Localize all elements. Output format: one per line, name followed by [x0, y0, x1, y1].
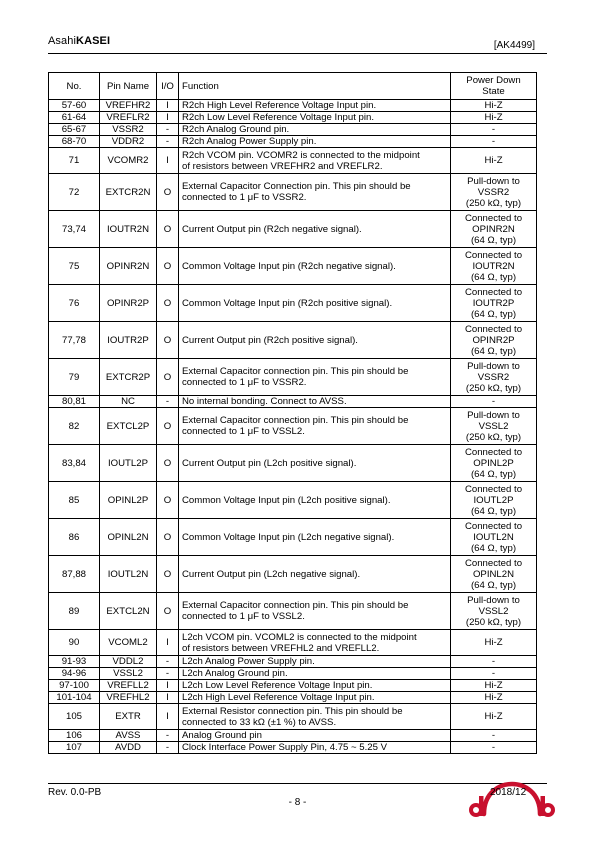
- pin-io-cell: I: [157, 100, 179, 112]
- power-down-text-line: Connected to: [464, 323, 523, 335]
- function-text-line: R2ch Analog Power Supply pin.: [182, 136, 317, 147]
- pin-name-cell: VDDR2: [100, 136, 157, 148]
- pin-function-cell: [179, 742, 451, 754]
- power-down-text-line: OPINR2P: [472, 334, 515, 346]
- pin-io-cell: I: [157, 704, 179, 730]
- table-row: [49, 285, 537, 322]
- power-down-text-line: Connected to: [464, 557, 523, 569]
- power-down-state-cell: [451, 248, 537, 285]
- power-down-state-cell: [451, 408, 537, 445]
- pin-function-cell: [179, 519, 451, 556]
- power-down-text-line: Connected to: [464, 446, 523, 458]
- power-down-state-cell: [451, 396, 537, 408]
- pin-name-cell: IOUTL2P: [100, 445, 157, 482]
- pin-function-cell: [179, 656, 451, 668]
- col-header-pin-name: Pin Name: [100, 73, 157, 100]
- pin-function-cell: [179, 680, 451, 692]
- pin-number-cell: 90: [49, 630, 100, 656]
- table-row: [49, 519, 537, 556]
- table-row: [49, 668, 537, 680]
- power-down-text-line: Connected to: [464, 483, 523, 495]
- function-text-line: of resistors between VREFHR2 and VREFLR2.: [182, 160, 383, 172]
- pin-number-cell: 68-70: [49, 136, 100, 148]
- pin-description-table: [48, 72, 537, 754]
- power-down-text-line: (250 kΩ, typ): [465, 431, 522, 443]
- pin-function-cell: [179, 211, 451, 248]
- function-text-line: External Capacitor connection pin. This pin should be: [182, 415, 409, 426]
- power-down-text-line: (64 Ω, typ): [470, 505, 517, 517]
- power-down-text-line: IOUTR2N: [472, 260, 515, 272]
- function-text-line: connected to 1 μF to VSSL2.: [182, 426, 305, 437]
- power-down-text-line: Pull-down to: [467, 175, 520, 187]
- brand-name-part2: KASEI: [76, 35, 111, 47]
- function-text-line: Current Output pin (R2ch negative signal).: [182, 223, 362, 235]
- function-text-line: R2ch Low Level Reference Voltage Input pin.: [182, 112, 375, 123]
- akm-logo-icon: [462, 778, 560, 818]
- pin-io-cell: O: [157, 248, 179, 285]
- col-header-io: I/O: [157, 73, 179, 100]
- pin-name-cell: OPINR2P: [100, 285, 157, 322]
- pin-function-cell: [179, 322, 451, 359]
- power-down-state-cell: [451, 630, 537, 656]
- power-down-state-cell: [451, 680, 537, 692]
- power-down-text-line: Hi-Z: [484, 711, 503, 722]
- table-row: [49, 174, 537, 211]
- pin-name-cell: VREFLR2: [100, 112, 157, 124]
- pin-io-cell: I: [157, 112, 179, 124]
- power-down-text-line: IOUTL2P: [473, 494, 514, 506]
- pin-number-cell: 57-60: [49, 100, 100, 112]
- pin-function-cell: [179, 285, 451, 322]
- power-down-text-line: Pull-down to: [467, 360, 520, 372]
- function-text-line: L2ch Low Level Reference Voltage Input pin.: [182, 680, 373, 691]
- function-text-line: R2ch Analog Ground pin.: [182, 124, 290, 135]
- power-down-text-line: -: [491, 668, 496, 679]
- function-text-line: connected to 1 μF to VSSR2.: [182, 377, 307, 388]
- power-down-state-cell: [451, 692, 537, 704]
- power-down-state-cell: [451, 112, 537, 124]
- revision-label: Rev. 0.0-PB: [48, 787, 102, 798]
- pin-io-cell: -: [157, 730, 179, 742]
- power-down-state-cell: [451, 148, 537, 174]
- function-text-line: L2ch Analog Ground pin.: [182, 668, 288, 679]
- function-text-line: connected to 33 kΩ (±1 %) to AVSS.: [182, 716, 337, 728]
- brand-name-part1: Asahi: [48, 35, 77, 47]
- function-text-line: No internal bonding. Connect to AVSS.: [182, 396, 347, 407]
- power-down-text-line: VSSL2: [478, 605, 509, 617]
- function-text-line: External Resistor connection pin. This pin should be: [182, 705, 403, 717]
- power-down-state-cell: [451, 174, 537, 211]
- pin-io-cell: O: [157, 174, 179, 211]
- pin-number-cell: 72: [49, 174, 100, 211]
- pin-number-cell: 101-104: [49, 692, 100, 704]
- power-down-text-line: OPINR2N: [472, 223, 515, 235]
- function-text-line: L2ch High Level Reference Voltage Input pin.: [182, 692, 375, 703]
- pin-number-cell: 75: [49, 248, 100, 285]
- pin-name-cell: VREFHL2: [100, 692, 157, 704]
- pin-name-cell: EXTCL2N: [100, 593, 157, 630]
- pin-function-cell: [179, 248, 451, 285]
- pin-io-cell: I: [157, 630, 179, 656]
- pin-name-cell: VREFHR2: [100, 100, 157, 112]
- table-row: [49, 704, 537, 730]
- pin-number-cell: 105: [49, 704, 100, 730]
- function-text-line: L2ch VCOM pin. VCOML2 is connected to the midpoint: [182, 631, 417, 643]
- pin-name-cell: EXTCR2N: [100, 174, 157, 211]
- pin-number-cell: 73,74: [49, 211, 100, 248]
- power-down-text-line: -: [491, 730, 496, 741]
- power-down-state-cell: [451, 136, 537, 148]
- pin-name-cell: EXTR: [100, 704, 157, 730]
- power-down-text-line: OPINL2P: [473, 457, 514, 469]
- pin-name-cell: VCOMR2: [100, 148, 157, 174]
- pin-number-cell: 71: [49, 148, 100, 174]
- table-row: [49, 359, 537, 396]
- power-down-text-line: Connected to: [464, 249, 523, 261]
- pin-io-cell: -: [157, 656, 179, 668]
- pin-name-cell: AVSS: [100, 730, 157, 742]
- pin-name-cell: VSSR2: [100, 124, 157, 136]
- power-down-text-line: IOUTL2N: [473, 531, 514, 543]
- function-text-line: connected to 1 μF to VSSR2.: [182, 192, 307, 203]
- pin-function-cell: [179, 482, 451, 519]
- pin-name-cell: AVDD: [100, 742, 157, 754]
- pin-function-cell: [179, 124, 451, 136]
- power-down-state-cell: [451, 124, 537, 136]
- table-row: [49, 680, 537, 692]
- table-row: [49, 445, 537, 482]
- pin-io-cell: O: [157, 359, 179, 396]
- pin-number-cell: 106: [49, 730, 100, 742]
- pin-io-cell: O: [157, 593, 179, 630]
- pin-function-cell: [179, 730, 451, 742]
- col-header-no: No.: [49, 73, 100, 100]
- table-row: [49, 630, 537, 656]
- power-down-state-cell: [451, 593, 537, 630]
- pin-io-cell: -: [157, 136, 179, 148]
- power-down-text-line: -: [491, 656, 496, 667]
- pin-name-cell: IOUTR2N: [100, 211, 157, 248]
- pin-function-cell: [179, 704, 451, 730]
- pin-name-cell: OPINL2N: [100, 519, 157, 556]
- power-down-text-line: OPINL2N: [472, 568, 515, 580]
- pin-name-cell: IOUTL2N: [100, 556, 157, 593]
- pin-function-cell: [179, 136, 451, 148]
- col-header-function: Function: [179, 73, 451, 100]
- table-row: [49, 124, 537, 136]
- table-row: [49, 730, 537, 742]
- pin-number-cell: 97-100: [49, 680, 100, 692]
- page-number: - 8 -: [288, 797, 307, 808]
- power-down-text-line: (64 Ω, typ): [470, 308, 517, 320]
- power-down-text-line: (64 Ω, typ): [470, 542, 517, 554]
- table-row: [49, 248, 537, 285]
- function-text-line: of resistors between VREFHL2 and VREFLL2.: [182, 642, 380, 654]
- pin-name-cell: VSSL2: [100, 668, 157, 680]
- power-down-text-line: Hi-Z: [484, 680, 503, 691]
- function-text-line: Analog Ground pin: [182, 730, 263, 741]
- pin-io-cell: O: [157, 482, 179, 519]
- function-text-line: Current Output pin (L2ch positive signal).: [182, 457, 357, 469]
- pin-io-cell: O: [157, 285, 179, 322]
- power-down-state-cell: [451, 668, 537, 680]
- table-row: [49, 211, 537, 248]
- pin-number-cell: 76: [49, 285, 100, 322]
- pin-function-cell: [179, 396, 451, 408]
- pin-io-cell: O: [157, 322, 179, 359]
- power-down-text-line: (250 kΩ, typ): [465, 197, 522, 209]
- table-row: [49, 112, 537, 124]
- pin-io-cell: O: [157, 211, 179, 248]
- pin-name-cell: NC: [100, 396, 157, 408]
- function-text-line: Common Voltage Input pin (R2ch negative signal).: [182, 260, 396, 272]
- table-row: [49, 100, 537, 112]
- pin-number-cell: 89: [49, 593, 100, 630]
- power-down-text-line: (64 Ω, typ): [470, 345, 517, 357]
- function-text-line: R2ch High Level Reference Voltage Input pin.: [182, 100, 377, 111]
- power-down-text-line: (64 Ω, typ): [470, 468, 517, 480]
- power-down-text-line: (64 Ω, typ): [470, 271, 517, 283]
- power-down-text-line: (64 Ω, typ): [470, 234, 517, 246]
- power-down-state-cell: [451, 359, 537, 396]
- power-down-state-cell: [451, 445, 537, 482]
- power-down-state-cell: [451, 742, 537, 754]
- pin-io-cell: -: [157, 742, 179, 754]
- function-text-line: External Capacitor Connection pin. This pin should be: [182, 181, 411, 192]
- table-row: [49, 556, 537, 593]
- function-text-line: connected to 1 μF to VSSL2.: [182, 611, 305, 622]
- power-down-text-line: (250 kΩ, typ): [465, 382, 522, 394]
- power-down-state-cell: [451, 482, 537, 519]
- power-down-text-line: -: [491, 742, 496, 753]
- power-down-text-line: -: [491, 136, 496, 147]
- pin-name-cell: IOUTR2P: [100, 322, 157, 359]
- pin-name-cell: VREFLL2: [100, 680, 157, 692]
- power-down-state-cell: [451, 322, 537, 359]
- table-row: [49, 742, 537, 754]
- table-row: [49, 136, 537, 148]
- pin-function-cell: [179, 359, 451, 396]
- function-text-line: Common Voltage Input pin (R2ch positive signal).: [182, 297, 393, 309]
- table-row: [49, 322, 537, 359]
- pin-number-cell: 94-96: [49, 668, 100, 680]
- pin-function-cell: [179, 593, 451, 630]
- power-down-text-line: Hi-Z: [484, 692, 503, 703]
- brand-logo: [48, 35, 110, 47]
- power-down-state-cell: [451, 519, 537, 556]
- power-down-state-cell: [451, 656, 537, 668]
- power-down-text-line: VSSR2: [477, 371, 510, 383]
- pin-number-cell: 65-67: [49, 124, 100, 136]
- pin-io-cell: O: [157, 556, 179, 593]
- pin-name-cell: VCOML2: [100, 630, 157, 656]
- power-down-state-cell: [451, 100, 537, 112]
- pin-io-cell: O: [157, 519, 179, 556]
- pin-io-cell: -: [157, 396, 179, 408]
- power-down-text-line: VSSR2: [477, 186, 510, 198]
- function-text-line: Current Output pin (R2ch positive signal).: [182, 334, 358, 346]
- pin-function-cell: [179, 556, 451, 593]
- power-down-text-line: Pull-down to: [467, 594, 520, 606]
- table-row: [49, 408, 537, 445]
- revision-date: 2018/12: [490, 787, 527, 798]
- function-text-line: L2ch Analog Power Supply pin.: [182, 656, 315, 667]
- pin-io-cell: I: [157, 148, 179, 174]
- pin-number-cell: 79: [49, 359, 100, 396]
- pin-number-cell: 83,84: [49, 445, 100, 482]
- pin-number-cell: 85: [49, 482, 100, 519]
- pin-number-cell: 91-93: [49, 656, 100, 668]
- power-down-text-line: (250 kΩ, typ): [465, 616, 522, 628]
- pin-function-cell: [179, 148, 451, 174]
- pin-io-cell: I: [157, 692, 179, 704]
- power-down-text-line: Pull-down to: [467, 409, 520, 421]
- power-down-state-cell: [451, 211, 537, 248]
- table-row: [49, 148, 537, 174]
- power-down-state-cell: [451, 285, 537, 322]
- power-down-text-line: Hi-Z: [484, 637, 503, 648]
- pin-io-cell: O: [157, 445, 179, 482]
- power-down-text-line: Hi-Z: [484, 112, 503, 123]
- pin-number-cell: 86: [49, 519, 100, 556]
- pin-function-cell: [179, 112, 451, 124]
- pin-name-cell: EXTCL2P: [100, 408, 157, 445]
- pin-function-cell: [179, 668, 451, 680]
- power-down-text-line: (64 Ω, typ): [470, 579, 517, 591]
- pin-io-cell: O: [157, 408, 179, 445]
- pin-function-cell: [179, 630, 451, 656]
- pin-function-cell: [179, 408, 451, 445]
- pin-name-cell: EXTCR2P: [100, 359, 157, 396]
- power-down-state-cell: [451, 730, 537, 742]
- power-down-state-cell: [451, 704, 537, 730]
- power-down-text-line: -: [491, 124, 496, 135]
- power-down-text-line: Connected to: [464, 520, 523, 532]
- function-text-line: Common Voltage Input pin (L2ch positive signal).: [182, 494, 391, 506]
- function-text-line: Common Voltage Input pin (L2ch negative signal).: [182, 531, 395, 543]
- table-row: [49, 656, 537, 668]
- power-down-text-line: Connected to: [464, 286, 523, 298]
- function-text-line: Clock Interface Power Supply Pin, 4.75 ~ 5.25 V: [182, 742, 388, 753]
- table-row: [49, 593, 537, 630]
- power-down-state-cell: [451, 556, 537, 593]
- power-down-text-line: -: [491, 396, 496, 407]
- function-text-line: External Capacitor connection pin. This pin should be: [182, 366, 409, 377]
- pin-function-cell: [179, 692, 451, 704]
- pin-io-cell: -: [157, 124, 179, 136]
- pin-number-cell: 107: [49, 742, 100, 754]
- pin-name-cell: OPINR2N: [100, 248, 157, 285]
- pin-number-cell: 87,88: [49, 556, 100, 593]
- function-text-line: External Capacitor connection pin. This pin should be: [182, 600, 409, 611]
- header-divider: [48, 53, 547, 54]
- table-body: [49, 100, 537, 754]
- pin-number-cell: 80,81: [49, 396, 100, 408]
- pin-function-cell: [179, 100, 451, 112]
- pin-io-cell: I: [157, 680, 179, 692]
- power-down-text-line: VSSL2: [478, 420, 509, 432]
- document-id: [AK4499]: [493, 40, 535, 51]
- table-row: [49, 482, 537, 519]
- pin-function-cell: [179, 174, 451, 211]
- table-row: [49, 692, 537, 704]
- pin-number-cell: 61-64: [49, 112, 100, 124]
- function-text-line: R2ch VCOM pin. VCOMR2 is connected to the midpoint: [182, 149, 420, 161]
- power-down-text-line: Connected to: [464, 212, 523, 224]
- table-header-row: [49, 73, 537, 100]
- power-down-text-line: Hi-Z: [484, 100, 503, 111]
- pin-io-cell: -: [157, 668, 179, 680]
- table-row: [49, 396, 537, 408]
- power-down-text-line: Hi-Z: [484, 155, 503, 166]
- pin-number-cell: 77,78: [49, 322, 100, 359]
- function-text-line: Current Output pin (L2ch negative signal).: [182, 568, 361, 580]
- col-header-power-down-state: Power Down State: [451, 73, 537, 100]
- pin-name-cell: OPINL2P: [100, 482, 157, 519]
- power-down-text-line: IOUTR2P: [472, 297, 515, 309]
- pin-function-cell: [179, 445, 451, 482]
- pin-name-cell: VDDL2: [100, 656, 157, 668]
- pin-number-cell: 82: [49, 408, 100, 445]
